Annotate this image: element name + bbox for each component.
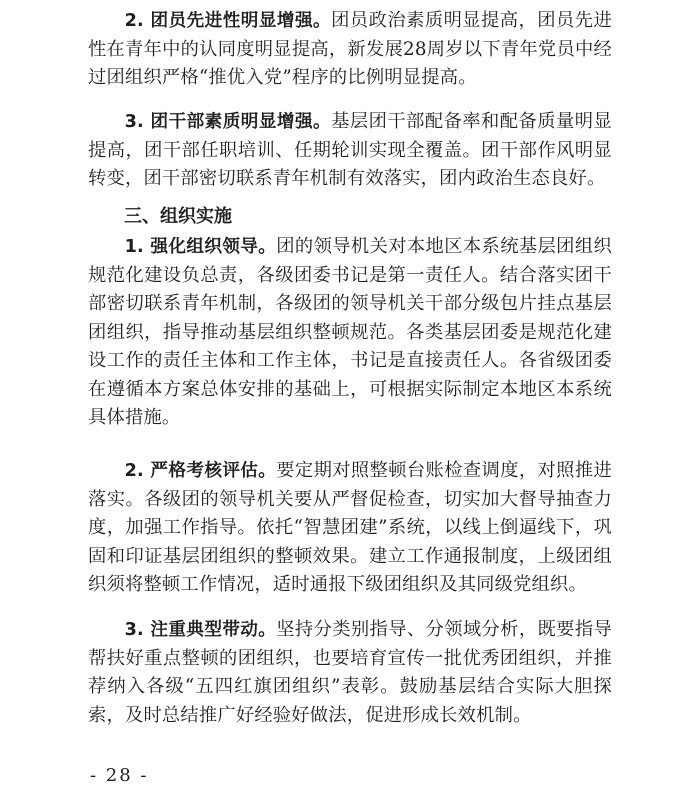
- paragraph-lead: 3. 注重典型带动。: [124, 620, 277, 640]
- paragraph-team-member-advancement: [88, 7, 612, 93]
- paragraph-body: 要定期对照整顿台账检查调度，对照推进落实。各级团的领导机关要从严督促检查，切实加大督导抽查力度，加强工作指导。依托“智慧团建”系统，以线上倒逼线下，巩固和印证基层团组织的整顿效果。建立工作通报制度，上级团组织须将整顿工作情况，适时通报下级团组织及其同级党组织。: [88, 460, 612, 595]
- paragraph-lead: 2. 严格考核评估。: [124, 461, 277, 481]
- paragraph-assessment: [88, 457, 612, 600]
- paragraph-organizational-leadership: [88, 233, 612, 433]
- paragraph-lead: 3. 团干部素质明显增强。: [124, 112, 332, 132]
- paragraph-lead: 1. 强化组织领导。: [124, 237, 277, 257]
- paragraph-cadre-quality: [88, 108, 612, 194]
- paragraph-body: 坚持分类别指导、分领域分析，既要指导帮扶好重点整顿的团组织，也要培育宣传一批优秀团组织，并推荐纳入各级“五四红旗团组织”表彰。鼓励基层结合实际大胆探索，及时总结推广好经验好做法，促进形成长效机制。: [88, 619, 612, 726]
- paragraph-body: 团的领导机关对本地区本系统基层团组织规范化建设负总责，各级团委书记是第一责任人。结合落实团干部密切联系青年机制，各级团的领导机关干部分级包片挂点基层团组织，指导推动基层组织整顿规范。各类基层团委是规范化建设工作的责任主体和工作主体，书记是直接责任人。各省级团委在遵循本方案总体安排的基础上，可根据实际制定本地区本系统具体措施。: [88, 236, 612, 428]
- paragraph-lead: 2. 团员先进性明显增强。: [124, 11, 332, 31]
- page-number: - 28 -: [90, 765, 149, 786]
- paragraph-body: 团员政治素质明显提高，团员先进性在青年中的认同度明显提高，新发展28周岁以下青年党员中经过团组织严格“推优入党”程序的比例明显提高。: [88, 10, 613, 88]
- section-heading: 三、组织实施: [124, 206, 232, 227]
- paragraph-typical-examples: [88, 616, 612, 730]
- paragraph-body: 基层团干部配备率和配备质量明显提高，团干部任职培训、任期轮训实现全覆盖。团干部作风明显转变，团干部密切联系青年机制有效落实，团内政治生态良好。: [88, 111, 613, 189]
